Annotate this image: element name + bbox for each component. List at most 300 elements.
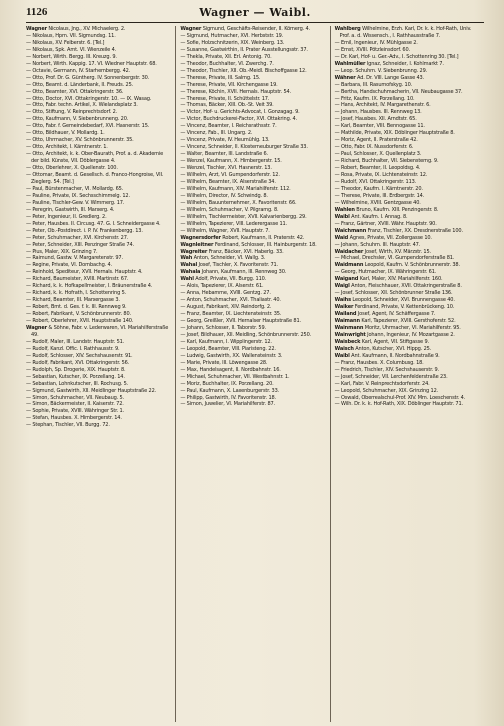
directory-entry <box>180 290 325 297</box>
directory-entry <box>180 360 325 367</box>
entry-text: Ferdinand, Private, V. Kettenbrückeng. 10. <box>354 304 455 311</box>
directory-entry <box>26 290 171 297</box>
entry-text: — Georg, Hutmacher, IX. Währingerstr. 61. <box>334 269 437 276</box>
entry-text: — Robert, Fabrikant, V. Schönbrunnerstr. 80. <box>26 311 131 318</box>
directory-entry <box>335 228 480 235</box>
entry-text: Bruno, Kaufm. XIII. Penzingerstr. 8. <box>356 206 439 213</box>
entry-text: — Stefan, Hausbes. X. Himbergerstr. 14. <box>26 415 122 422</box>
entry-text: — Rosa, Private, IX. Lichtensteinstr. 12. <box>334 172 428 179</box>
entry-text: Ad. Dr. VIII. Lange Gasse 43. <box>357 74 425 81</box>
entry-text: — Pius, Maler, XIX. Grinzing 7. <box>26 248 98 255</box>
directory-entry <box>26 26 171 33</box>
entry-text: — Friedrich, Tischler, XIV. Sechshauserstr. 9. <box>334 366 440 373</box>
directory-entry <box>26 283 171 290</box>
directory-entry <box>335 172 480 179</box>
entry-text: — Fritz, Kaufm. IX. Porzellang. 10. <box>334 95 415 102</box>
entry-text: Moritz, Uhrmacher, VI. Mariahilferstr. 95. <box>364 324 461 331</box>
directory-entry <box>26 116 171 123</box>
entry-text: — Georg, Greißler, XVII. Hernalser Hauptstraße 81. <box>180 318 301 325</box>
directory-entry <box>26 262 171 269</box>
directory-entry <box>180 186 325 193</box>
entry-text: Sigmund, Geschäfts-Reisender, II. Körnerg. 4. <box>202 26 311 32</box>
directory-entry <box>26 75 171 82</box>
entry-surname: Wah <box>180 255 193 262</box>
directory-entry <box>26 40 171 47</box>
entry-surname: Wahlmüller <box>334 60 366 67</box>
entry-text: — Wenzel, Tischler, XVI. Hasnerstr. 13. <box>180 165 272 172</box>
entry-text: — Otto, Prof. Dr. G. Güntherg. IV. Sonnenbergstr. 30. <box>26 74 150 81</box>
entry-text: Karl, Tapezierer, XVIII. Gersthoferstr. 52. <box>361 318 456 325</box>
entry-text: — Nikolaus, XV. Felberstr. 6. [Tel.] <box>26 39 105 46</box>
directory-entry <box>26 68 171 75</box>
entry-text: — Michael, Drechsler, VI. Gumpendorferstraße 81. <box>334 255 455 262</box>
directory-entry <box>26 165 171 172</box>
directory-entry <box>180 54 325 61</box>
entry-text: — Wilhelm, Kaufmann, XIV. Mariahilferstr. 112. <box>180 185 291 192</box>
directory-entry <box>335 207 480 214</box>
directory-entry <box>335 346 480 353</box>
directory-entry <box>180 40 325 47</box>
entry-text: — Franz, Beamter, IX. Liechtensteinstr. 35. <box>180 311 282 318</box>
entry-text: — Richard, Baumeister, XVIII. Martinstr. 67. <box>26 276 129 283</box>
entry-text: — August, Fabrikant, XIV. Reindorfg. 2. <box>180 304 272 311</box>
entry-text: Franz, Tischler, XX. Dresdnerstraße 100. <box>367 227 463 234</box>
entry-text: — Wilhelmine, XVIII. Gentzgasse 40. <box>334 199 421 206</box>
directory-entry <box>335 249 480 256</box>
entry-text: — Anna, Hebamme, XVIII. Gentzg. 27. <box>180 290 271 297</box>
directory-entry <box>180 374 325 381</box>
entry-text: — Peregrin, Gastwirth, III. Marxerg. 4. <box>26 206 115 213</box>
directory-entry <box>180 276 325 283</box>
entry-text: — Simon, Schuhmacher, VII. Neubaug. 5. <box>26 394 125 401</box>
entry-text: — Sebastian, Kutscher, IX. Porzellang. 14. <box>26 373 125 380</box>
entry-text: — Karl, Kaufmann, I. Wipplingerstr. 12. <box>180 338 272 345</box>
entry-text: — Theodor, Buchhalter, VI. Zwerchg. 7. <box>180 60 274 67</box>
entry-surname: Waiker <box>334 304 354 311</box>
entry-text: — Josef, Schlosser, XII. Schönbrunner Straße 136. <box>334 290 453 297</box>
directory-entry <box>335 137 480 144</box>
entry-text: — Therese, Private, III. Erdbergstr. 14. <box>334 192 425 199</box>
directory-entry <box>180 61 325 68</box>
entry-text: Josef, Agent, IV. Schäffergasse 7. <box>357 311 436 318</box>
entry-text: — Theodor, Kaufm. I. Kärntnerstr. 20. <box>334 185 423 192</box>
page-number: 1126 <box>26 6 48 18</box>
entry-text: — Richard, k. k. Hofrath, I. Schottenring 5. <box>26 290 127 297</box>
entry-text: Ferdinand, Schlosser, III. Hainburgerstr. 18. <box>214 241 317 248</box>
directory-entry <box>335 269 480 276</box>
entry-text: — Anton, Schuhmacher, XVI. Thaliastr. 40. <box>180 297 281 304</box>
directory-entry <box>335 151 480 158</box>
entry-text: — Josef, Bildhauer, XII. Meidling, Schönbrunnerstr. 250. <box>180 331 312 338</box>
entry-text: — Marie, Private, III. Löwengasse 28. <box>180 359 268 366</box>
entry-text: — Dr. Karl, Hof- u. Ger.-Adv., I. Schottenring 30. [Tel.] <box>334 53 459 60</box>
directory-entry <box>180 47 325 54</box>
directory-entry <box>180 325 325 332</box>
entry-text: — Robert, Bmt. d. Ges. f. k. III. Rennweg 9. <box>26 304 127 311</box>
entry-text: — Max, Handelsagent, II. Nordbahnstr. 16. <box>180 366 281 373</box>
directory-entry <box>180 214 325 221</box>
directory-entry <box>180 249 325 256</box>
directory-entry <box>26 144 171 151</box>
entry-surname: Waichmann <box>334 227 367 234</box>
directory-entry <box>335 242 480 249</box>
directory-entry <box>26 422 171 429</box>
entry-text: Wilhelmine, Erzh. Karl, Dr. k. k. Hof-Rath, Univ. Prof. a. d. Wissensch., I. Rathhausstraße 7. <box>339 26 472 39</box>
entry-text: — Stephan, Tischler, VII. Burgg. 72. <box>26 422 110 429</box>
entry-surname: Wagreiter <box>180 248 208 255</box>
directory-entry <box>180 262 325 269</box>
entry-surname: Wahlberg <box>334 26 361 32</box>
entry-text: — Otto, Architekt, I. Kärntnerstr. 1. <box>26 144 108 151</box>
directory-entry <box>335 255 480 262</box>
entry-text: — Karl, Fabr. V. Reinprechtsdorferstr. 24. <box>334 380 430 387</box>
directory-entry <box>180 116 325 123</box>
directory-entry <box>335 61 480 68</box>
directory-entry <box>26 151 171 165</box>
entry-text: Ant. Kaufmann, II. Nordbahnstraße 9. <box>351 352 440 359</box>
entry-surname: Wainmann <box>334 324 364 331</box>
entry-text: — Simon, Bäckermeister, II. Kaiserstr. 72. <box>26 401 124 408</box>
directory-entry <box>26 172 171 186</box>
entry-text: — Rudolph, Sp. Drogerie, XIX. Hauptstr. 8. <box>26 366 126 373</box>
entry-text: Anton, Fleischhauer, XVII. Ottakringerstraße 8. <box>351 283 462 290</box>
entry-text: — Emil, Ingenieur, IV. Mühlgasse 2. <box>334 39 418 46</box>
directory-entry <box>26 214 171 221</box>
entry-text: — Peter, Schuhmacher, XVI. Kirchenstr. 27. <box>26 234 129 241</box>
entry-text: Josef, Wirth, XV. Märzstr. 15. <box>364 248 431 255</box>
entry-text: — Michael, Schuhmacher, VII. Westbahnstr. 1. <box>180 373 290 380</box>
directory-entry <box>26 304 171 311</box>
directory-entry <box>26 82 171 89</box>
entry-text: Adolf, Private, VII. Burgg. 110. <box>195 276 267 283</box>
entry-text: — Wilhelm, Beamter, IX. Alserstraße 34. <box>180 178 276 185</box>
entry-text: — Wilhelm, Tischlermeister, XVII. Kalvarienbergg. 29. <box>180 213 307 220</box>
entry-surname: Waid <box>334 234 349 241</box>
entry-surname: Wähner <box>334 74 356 81</box>
directory-entry <box>180 137 325 144</box>
entry-text: — Otto, Fabr. techn. Artikel, X. Wielandsplatz 3. <box>26 102 138 109</box>
directory-entry <box>335 179 480 186</box>
entry-text: Nicolaus, Jng., XV. Michaelerg. 2. <box>48 26 126 32</box>
directory-entry <box>26 200 171 207</box>
entry-text: — Vincenz, Fab., III. Ungarg. 2. <box>180 130 253 137</box>
entry-text: — Philipp, Gastwirth, IV. Favoritenstr. 18. <box>180 394 277 401</box>
entry-text: — Thomas, Bäcker, XIII. Ob.-St. Veit 39. <box>180 102 274 109</box>
entry-text: — Vincenz, Private, IV. Heumühlg. 13. <box>180 137 270 144</box>
directory-entry <box>26 235 171 242</box>
entry-surname: Wahlen <box>334 206 355 213</box>
directory-entry <box>335 200 480 207</box>
entry-surname: Wahal <box>180 262 198 269</box>
page-header <box>26 6 484 23</box>
directory-entry <box>26 360 171 367</box>
directory-entry <box>26 381 171 388</box>
entry-text: — Sophie, Private, XVIII. Währinger Str. 1. <box>26 408 125 415</box>
directory-entry <box>180 255 325 262</box>
entry-text: — Johann, Schlosser, II. Taborstr. 59. <box>180 324 266 331</box>
directory-entry <box>180 33 325 40</box>
entry-text: — Leopold, Schuhmacher, XIX. Grinzing 12. <box>334 387 439 394</box>
entry-text: — Otto, Beamter, XVI. Ottakringerstr. 36. <box>26 88 124 95</box>
directory-entry <box>180 144 325 151</box>
directory-entry <box>26 228 171 235</box>
entry-text: — Wilhelm, Bauunternehmer, X. Favoritenstr. 66. <box>180 199 297 206</box>
entry-text: — Ottomar, Beamt. d. Gesellsch. d. Franco-Hongroise, VII. Zieglerg. 54. [Tel.] <box>26 172 164 185</box>
entry-text: — Octavie, Germann, IV. Starhembergg. 42. <box>26 67 131 74</box>
entry-text: — Hans, Architekt, IV. Margarethenstr. 6. <box>334 102 431 109</box>
entry-surname: Wagner <box>26 324 47 331</box>
directory-entry <box>26 374 171 381</box>
entry-text: — Peter, Schneider, XIII. Penzinger Straße 74. <box>26 241 134 248</box>
entry-text: — Franz, Gärtner, XVIII. Währ. Hauptstr. 90. <box>334 220 437 227</box>
directory-column-2 <box>176 26 330 722</box>
directory-entry <box>26 408 171 415</box>
directory-entry <box>26 269 171 276</box>
entry-text: — Wilh. Dr. k. k. Hof-Rath, XIX. Döblinger Hauptstr. 71. <box>334 401 463 408</box>
directory-entry <box>335 318 480 325</box>
entry-text: — Raimund, Gastw. V. Margaretenstr. 97. <box>26 255 123 262</box>
entry-text: — Reinhold, Spediteur, XVII. Hernals. Hauptstr. 4. <box>26 269 143 276</box>
directory-entry <box>335 360 480 367</box>
entry-text: — Otto, Bildhauer, V. Mollardg. 1. <box>26 130 105 137</box>
directory-entry <box>180 242 325 249</box>
directory-entry <box>335 297 480 304</box>
directory-entry <box>26 207 171 214</box>
entry-text: — Robert, Oberlehrer, XVII. Hauptstraße 140. <box>26 318 134 325</box>
directory-entry <box>335 158 480 165</box>
directory-entry <box>180 26 325 33</box>
entry-text: — Bertha, Handschuhmacherin, VII. Neubaugasse 37. <box>334 88 463 95</box>
directory-entry <box>180 221 325 228</box>
directory-entry <box>335 96 480 103</box>
directory-entry <box>26 47 171 54</box>
directory-entry <box>180 367 325 374</box>
entry-text: — Peter, Hausbes. II. Circusg. 47. G. I. Schneidergasse 4. <box>26 220 161 227</box>
directory-entry <box>180 228 325 235</box>
entry-text: — Richard, Buchhalter, VII. Siebensterng. 9. <box>334 158 439 165</box>
entry-text: — Pauline, Tischler-Gew. V. Wimmerg. 17. <box>26 199 125 206</box>
directory-entry <box>26 130 171 137</box>
entry-surname: Waigl <box>334 283 350 290</box>
directory-entry <box>180 297 325 304</box>
directory-entry <box>26 415 171 422</box>
directory-entry <box>335 381 480 388</box>
directory-entry <box>180 130 325 137</box>
directory-entry <box>180 283 325 290</box>
entry-text: — Alois, Tapezierer, IX. Alserstr. 61. <box>180 283 264 290</box>
directory-entry <box>335 75 480 82</box>
directory-entry <box>180 123 325 130</box>
directory-entry <box>26 318 171 325</box>
entry-text: Ant. Kaufm. I. Annag. 8. <box>351 213 408 220</box>
directory-entry <box>335 353 480 360</box>
directory-entry <box>180 381 325 388</box>
entry-text: — Simon, Juwelier, VI. Mariahilferstr. 87. <box>180 401 276 408</box>
directory-entry <box>26 311 171 318</box>
directory-entry <box>26 109 171 116</box>
directory-entry <box>26 388 171 395</box>
entry-text: — Paul, Kaufmann, X. Laxenburgerstr. 33. <box>180 387 280 394</box>
directory-entry <box>335 367 480 374</box>
directory-entry <box>180 346 325 353</box>
directory-entry <box>335 325 480 332</box>
directory-entry <box>26 367 171 374</box>
directory-entry <box>180 207 325 214</box>
entry-text: Leopold, Kaufm. V. Schönbrunnerstr. 38. <box>364 262 460 269</box>
entry-text: — Johann, Schuhm. III. Hauptstr. 47. <box>334 241 421 248</box>
entry-text: Karl, Maler, XIV. Mariahilferstr. 160. <box>359 276 443 283</box>
directory-entry <box>180 304 325 311</box>
entry-surname: Waigand <box>334 276 359 283</box>
entry-text: — Josef, Schneider, VII. Lerchenfelderstraße 23. <box>334 373 448 380</box>
directory-entry <box>26 395 171 402</box>
directory-entry <box>26 401 171 408</box>
entry-text: — Nikolaus, Hpm. VII. Sigmundsg. 11. <box>26 32 116 39</box>
directory-entry <box>180 68 325 75</box>
directory-entry <box>335 235 480 242</box>
entry-surname: Wagner <box>180 26 202 32</box>
entry-text: — Rudolf, Maler, III. Landstr. Hauptstr. 51. <box>26 338 125 345</box>
directory-entry <box>335 186 480 193</box>
directory-entry <box>180 151 325 158</box>
directory-entry <box>180 96 325 103</box>
entry-text: — Otto, Fabr. f. Gemeindebedarf, XVI. Hasnerstr. 15. <box>26 123 150 130</box>
directory-entry <box>26 276 171 283</box>
entry-text: — Wilhelm, Arzt, VI. Gumpendorferstr. 12. <box>180 172 280 179</box>
directory-entry <box>180 401 325 408</box>
entry-text: — Leopold, Beamter, VIII. Piaristeng. 22. <box>180 345 276 352</box>
directory-entry <box>335 214 480 221</box>
entry-surname: Wahala <box>180 269 201 276</box>
entry-text: — Vincenz, Beamter, I. Reichsrathsstr. 7. <box>180 123 277 130</box>
entry-text: — Otto, Kaufmann, V. Siebenbrunneng. 20. <box>26 116 129 123</box>
entry-text: Johann, Kaufmann, III. Rennweg 30. <box>201 269 287 276</box>
directory-entry <box>180 102 325 109</box>
entry-text: — Susanne, Gastwirthin, II. Prater Ausstellungsstr. 37. <box>180 46 308 53</box>
entry-text: Karl, Agent, VII. Stiftgasse 9. <box>361 338 429 345</box>
directory-entry <box>26 186 171 193</box>
entry-text: — Ludwig, Gastwirth, XX. Wallensteinstr. 3. <box>180 352 283 359</box>
entry-text: — Paul, Bürstenmacher, VI. Mollardg. 65. <box>26 185 124 192</box>
directory-entry <box>335 262 480 269</box>
directory-entry <box>26 353 171 360</box>
directory-entry <box>180 172 325 179</box>
entry-text: — Sigmund, Gastwirth, XII. Meidlinger Hauptstraße 22. <box>26 387 157 394</box>
entry-surname: Waihs <box>334 297 351 304</box>
entry-surname: Waibl <box>334 213 350 220</box>
directory-entry <box>335 54 480 61</box>
entry-text: — Therese, Köchin, XVII. Hernals. Hauptstr. 54. <box>180 88 292 95</box>
entry-text: — Josef, Hausbes. XII. Arndtstr. 65. <box>334 116 417 123</box>
directory-entry <box>180 235 325 242</box>
entry-text: Johann, Ingenieur, IV. Mozartgasse 2. <box>367 331 455 338</box>
directory-entry <box>180 395 325 402</box>
entry-text: — Wenzel, Kaufmann, X. Himbergerstr. 15. <box>180 158 282 165</box>
entry-surname: Wailand <box>334 311 357 318</box>
entry-text: — Johann, Hausbes. III. Rennweg 13. <box>334 109 422 116</box>
directory-entry <box>180 311 325 318</box>
entry-text: — Victor, Buchdruckerei-Factor, XVI. Ottakring. 4. <box>180 116 298 123</box>
directory-entry <box>180 388 325 395</box>
entry-text: — Moriz, Agent, II. Praterstraße 42. <box>334 137 418 144</box>
directory-entry <box>335 165 480 172</box>
directory-entry <box>335 116 480 123</box>
directory-entry <box>335 311 480 318</box>
entry-text: — Leop. Schuhm. V. Siebenbrunng. 29. <box>334 67 428 74</box>
directory-entry <box>26 33 171 40</box>
entry-text: — Otto, Beamt. d. Länderbank, II. Freuds. 25. <box>26 81 134 88</box>
directory-columns <box>26 26 484 722</box>
directory-entry <box>26 123 171 130</box>
entry-text: — Rudolf, Schlosser, XIV. Sechshauserstr. 91. <box>26 352 133 359</box>
entry-text: — Otto, Oberlehrer, X. Quellenstr. 100. <box>26 165 118 172</box>
entry-text: Ignaz, Schneider, I. Kohlmarkt 7. <box>366 60 444 67</box>
entry-text: — Paul, Schlosser, X. Quellenplatz 3. <box>334 151 422 158</box>
directory-column-1 <box>26 26 176 722</box>
directory-entry <box>335 388 480 395</box>
entry-text: — Therese, Private, III. Salmg. 15. <box>180 74 261 81</box>
directory-entry <box>335 68 480 75</box>
directory-entry <box>180 269 325 276</box>
directory-entry <box>335 130 480 137</box>
directory-entry <box>335 374 480 381</box>
directory-entry <box>335 26 480 40</box>
entry-text: & Söhne, Fabr. v. Lederwaren, VI. Mariahilferstraße 49. <box>31 324 169 338</box>
entry-text: — Otto, Fabr. IX. Nussdorferstr. 6. <box>334 144 414 151</box>
entry-text: — Norbert, Wirth. Bergg. III. Kreuzg. 9. <box>26 53 117 60</box>
entry-surname: Waisbeck <box>334 338 361 345</box>
directory-entry <box>26 193 171 200</box>
directory-entry <box>26 89 171 96</box>
entry-text: Robert, Kaufmann, II. Praterstr. 42. <box>222 234 305 241</box>
entry-text: — Theodor, Tischler, XII. Ob.-Meidl. Bischoffgasse 12. <box>180 67 307 74</box>
directory-entry <box>26 102 171 109</box>
entry-text: — Oswald, Oberrealschul-Prof. XIV. Mm. Loeschenstr. 4. <box>334 394 466 401</box>
directory-entry <box>180 82 325 89</box>
entry-text: — Peter, Ob.-Postdirect. i. P. IV. Frankenbergg. 13. <box>26 227 143 234</box>
directory-entry <box>180 165 325 172</box>
directory-entry <box>335 47 480 54</box>
entry-text: — Therese, Private, II. Schüttelstr. 17. <box>180 95 270 102</box>
entry-text: — Richard, k. k. Hofkapellmeister, I. Bräunerstraße 4. <box>26 283 153 290</box>
directory-entry <box>335 290 480 297</box>
entry-text: — Victor, Hof- u. Gerichts-Advocat, I. Gonzagag. 9. <box>180 109 300 116</box>
directory-entry <box>335 109 480 116</box>
directory-entry <box>26 339 171 346</box>
directory-entry <box>335 193 480 200</box>
entry-text: Agnes, Private, VII. Zollergasse 10. <box>349 234 432 241</box>
entry-text: — Thekla, Private, XII. Erl. Antonig. 70. <box>180 53 272 60</box>
directory-entry <box>335 283 480 290</box>
directory-entry <box>26 255 171 262</box>
directory-entry <box>335 339 480 346</box>
entry-text: — Moriz, Buchhalter, IX. Porzellang. 20. <box>180 380 274 387</box>
entry-text: — Sebastian, Lohnkutscher, III. Rochusg. 5. <box>26 380 129 387</box>
directory-entry <box>180 200 325 207</box>
directory-entry <box>26 61 171 68</box>
directory-entry <box>180 109 325 116</box>
directory-entry <box>180 179 325 186</box>
entry-text: — Wilhelm, Director, IV. Schwindg. 8. <box>180 192 268 199</box>
running-title: Wagner — Waibl. <box>199 6 311 19</box>
entry-surname: Wainwright <box>334 331 366 338</box>
directory-entry <box>26 346 171 353</box>
entry-text: — Wilhelm, Schuhmacher, V. Pilgramg. 8. <box>180 206 279 213</box>
entry-text: — Pauline, Private, IX. Sechsschimmelg. 12. <box>26 192 130 199</box>
directory-entry <box>180 339 325 346</box>
directory-entry <box>335 276 480 283</box>
entry-text: Anton, Schneider, VI. Wallg. 3. <box>193 255 266 262</box>
